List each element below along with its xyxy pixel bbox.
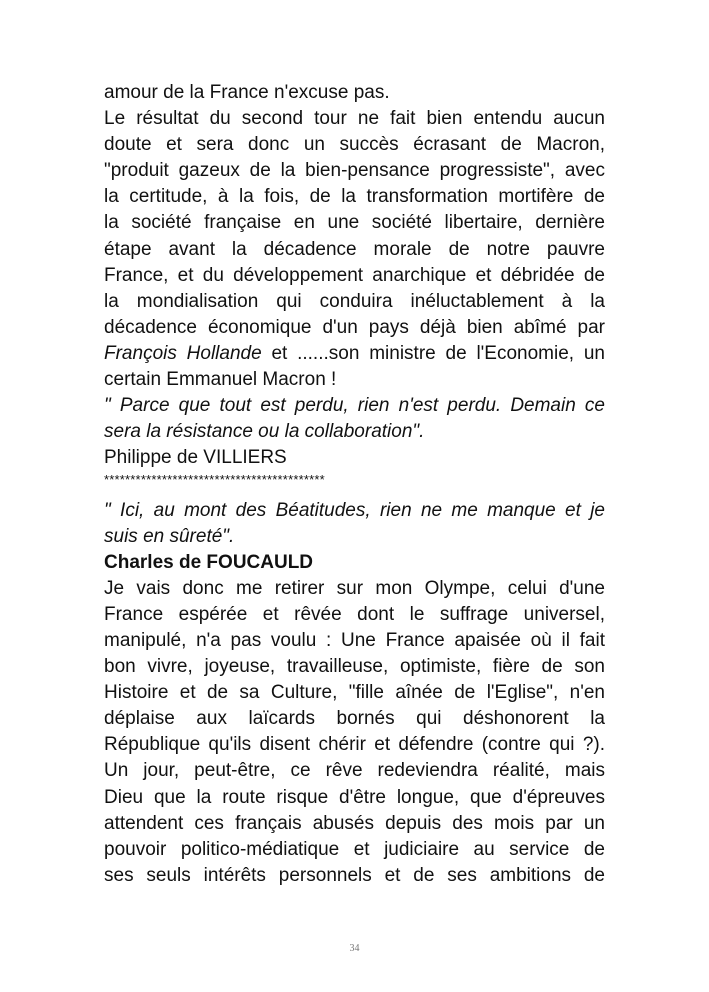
text-line: la mondialisation qui conduira inéluctablement à la bbox=[104, 290, 605, 312]
text-line: la certitude, à la fois, de la transformation mortifère de bbox=[104, 186, 605, 208]
text-line: doute et sera donc un succès écrasant de Macron, bbox=[104, 134, 605, 156]
text-line: certain Emmanuel Macron ! bbox=[104, 369, 337, 391]
text-line: pouvoir politico-médiatique et judiciaire au service de bbox=[104, 838, 605, 860]
quote-author: Philippe de VILLIERS bbox=[104, 447, 287, 469]
text-line-hollande bbox=[104, 341, 605, 367]
text-line: Je vais donc me retirer sur mon Olympe, celui d'une bbox=[104, 577, 605, 599]
text-line: ses seuls intérêts personnels et de ses ambitions de bbox=[104, 864, 605, 886]
text-line: attendent ces français abusés depuis des mois par un bbox=[104, 812, 605, 834]
text-line: France, et du développement anarchique et débridée de bbox=[104, 264, 605, 286]
text-line: France espérée et rêvée dont le suffrage universel, bbox=[104, 603, 605, 625]
text-line: manipulé, n'a pas voulu : Une France apaisée où il fait bbox=[104, 629, 605, 651]
text-line: la société française en une société libertaire, dernière bbox=[104, 212, 605, 234]
text-line: amour de la France n'excuse pas. bbox=[104, 82, 390, 103]
page-number: 34 bbox=[349, 943, 360, 954]
text-line: Histoire et de sa Culture, "fille aînée de l'Eglise", n'en bbox=[104, 682, 605, 704]
quote-line: " Parce que tout est perdu, rien n'est perdu. Demain ce bbox=[104, 395, 605, 417]
text-line: décadence économique d'un pays déjà bien abîmé par bbox=[104, 316, 605, 338]
text-line: étape avant la décadence morale de notre pauvre bbox=[104, 238, 605, 260]
hollande-rest: et ......son ministre de l'Economie, un bbox=[261, 342, 605, 364]
quote-line: sera la résistance ou la collaboration". bbox=[104, 421, 425, 443]
text-line: déplaise aux laïcards bornés qui déshonorent la bbox=[104, 708, 605, 730]
separator: ****************************************** bbox=[104, 472, 325, 488]
quote-line: " Ici, au mont des Béatitudes, rien ne me manque et je bbox=[104, 499, 605, 521]
text-line: bon vivre, joyeuse, travailleuse, optimiste, fière de son bbox=[104, 656, 605, 678]
quote-author: Charles de FOUCAULD bbox=[104, 551, 314, 573]
text-line: République qu'ils disent chérir et défendre (contre qui ?). bbox=[104, 734, 605, 756]
text-line: Un jour, peut-être, ce rêve redeviendra réalité, mais bbox=[104, 760, 605, 782]
text-line: "produit gazeux de la bien-pensance progressiste", avec bbox=[104, 160, 605, 182]
text-line: Dieu que la route risque d'être longue, que d'épreuves bbox=[104, 786, 605, 808]
quote-line: suis en sûreté". bbox=[104, 525, 235, 547]
body-text bbox=[104, 80, 605, 889]
hollande-name: François Hollande bbox=[104, 342, 262, 364]
text-line: Le résultat du second tour ne fait bien entendu aucun bbox=[104, 108, 605, 130]
